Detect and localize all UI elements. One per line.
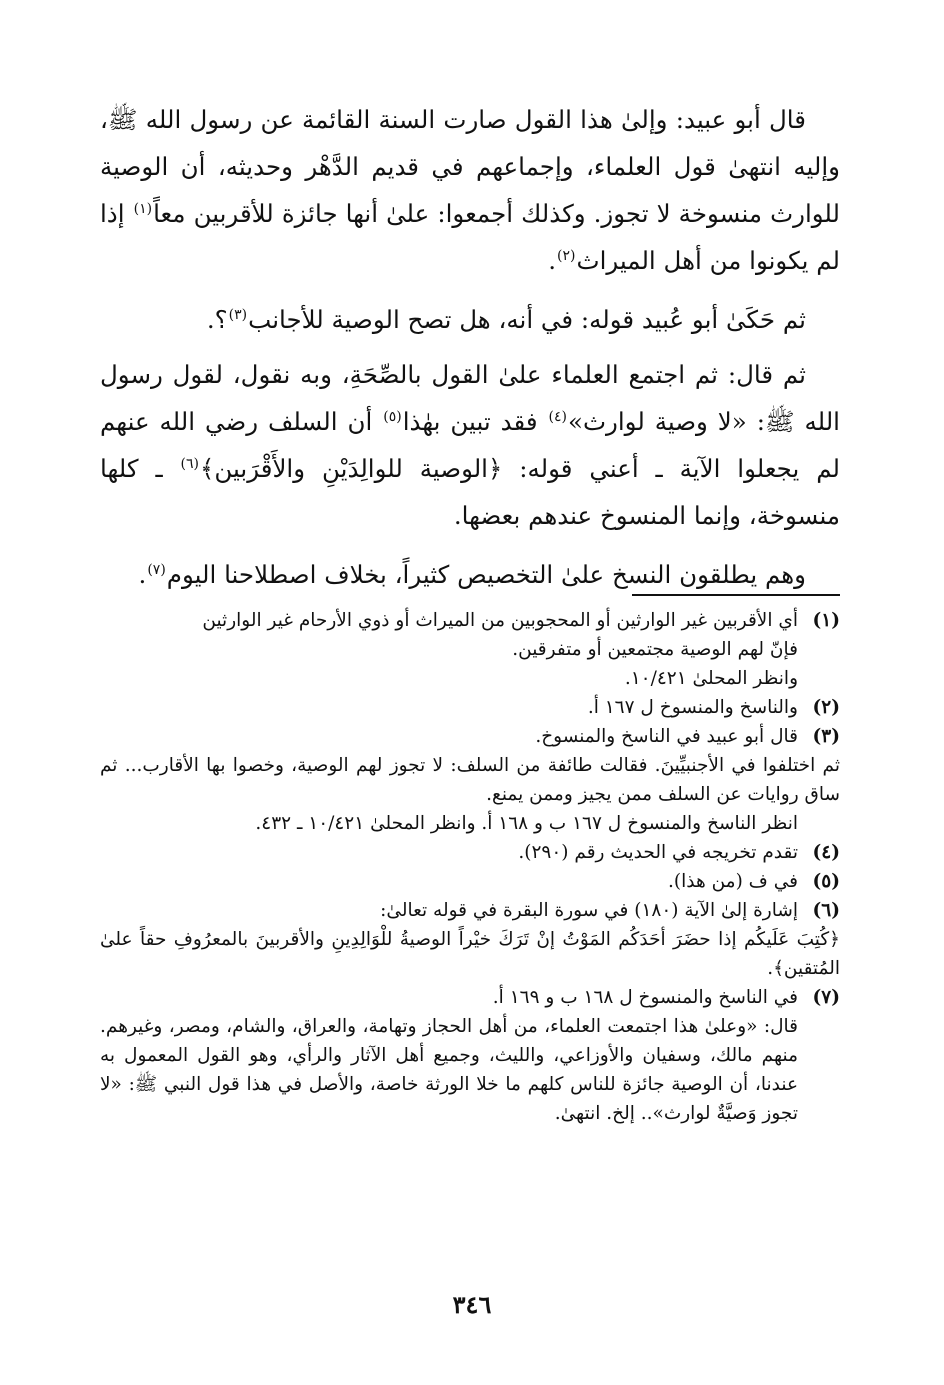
footnotes (100, 606, 840, 1128)
footnote-number: (٥) (812, 871, 840, 892)
paragraph-text: ـ كلها منسوخة، وإنما المنسوخ عندهم بعضها. (100, 454, 840, 530)
paragraph-text: أن السلف رضي الله عنهم لم يجعلوا الآية ـ أعني قوله: ﴿الوصية للوالِدَيْنِ والأَقْرَبين﴾ (100, 407, 840, 483)
paragraph-4 (100, 551, 840, 598)
footnote-3 (100, 722, 840, 838)
footnote-body (100, 867, 798, 896)
footnote-ref-4[interactable]: (٤) (548, 408, 567, 425)
footnote-body (100, 722, 840, 838)
footnote-number: (٤) (812, 842, 840, 863)
footnote-body (100, 606, 798, 693)
footnote-ref-7[interactable]: (٧) (147, 561, 166, 578)
footnote-number: (٦) (812, 900, 840, 921)
footnote-ref-2[interactable]: (٢) (557, 247, 576, 264)
footnote-1 (100, 606, 840, 693)
paragraph-2 (100, 296, 840, 343)
footnote-ref-6[interactable]: (٦) (180, 455, 200, 472)
footnote-number: (٢) (812, 697, 840, 718)
footnote-7 (100, 983, 840, 1128)
paragraph-text: إذا لم يكونوا من أهل الميراث (100, 199, 840, 275)
footnote-5 (100, 867, 840, 896)
footnote-line: ﴿كُتِبَ عَلَيكُم إذا حضَرَ أحَدَكُم المَوْتُ إنْ تَرَكَ خيْراً الوصيةُ للْوَالِدِينِ والأقربينَ بالمعرُوفِ حقاً علىٰ المُتقين﴾. (100, 929, 840, 979)
footnote-line: أي الأقربين غير الوارثين أو المحجوبين من الميراث أو ذوي الأرحام غير الوارثين (202, 610, 798, 631)
footnote-body (100, 838, 798, 867)
footnote-number: (١) (812, 610, 840, 631)
main-text (100, 96, 840, 610)
footnote-6 (100, 896, 840, 983)
footnote-line: ثم اختلفوا في الأجنبيِّينَ. فقالت طائفة من السلف: لا تجوز لهم الوصية، وخصوا بها الأقارب... ثم ساق روايات عن السلف ممن يجيز وممن يمنع. (100, 755, 840, 805)
footnote-body (100, 896, 840, 983)
footnote-line: والناسخ والمنسوخ ل ١٦٧ أ. (587, 697, 798, 718)
footnote-line: قال أبو عبيد في الناسخ والمنسوخ. (535, 726, 798, 747)
paragraph-3 (100, 351, 840, 539)
footnote-line: قال: «وعلىٰ هذا اجتمعت العلماء، من أهل الحجاز وتهامة، والعراق، والشام، ومصر، وغيرهم. منهم مالك، وسفيان والأوزاعي، والليث، وجميع أهل الآثار والرأي، وهو القول المعمول به عندنا، أن الوصية جائزة للناس كلهم ما خلا الورثة خاصة، والأصل في هذا قول النبي ﷺ: «لا تجوز وَصيَّةٌ لوارث».. إلخ. انتهىٰ. (100, 1016, 798, 1124)
paragraph-text: فقد تبين بهٰذا (402, 407, 548, 436)
footnote-ref-5[interactable]: (٥) (383, 408, 402, 425)
paragraph-1 (100, 96, 840, 284)
footnote-line: في الناسخ والمنسوخ ل ١٦٨ ب و ١٦٩ أ. (492, 987, 798, 1008)
footnote-line: وانظر المحلىٰ ١٠/٤٢١. (624, 668, 798, 689)
footnote-line: فإنّ لهم الوصية مجتمعين أو متفرقين. (512, 639, 798, 660)
footnote-body (100, 693, 798, 722)
footnote-number: (٧) (812, 987, 840, 1008)
paragraph-text: ثم قال: ثم اجتمع العلماء علىٰ القول بالصِّحَةِ، وبه نقول، لقول رسول الله ﷺ: «لا وصية لوارث» (100, 360, 840, 436)
page-number: ٣٤٦ (452, 1290, 492, 1319)
paragraph-text: ؟. (206, 305, 228, 334)
footnote-line: إشارة إلىٰ الآية (١٨٠) في سورة البقرة في قوله تعالىٰ: (380, 900, 798, 921)
paragraph-text: . (548, 246, 557, 275)
footnote-4 (100, 838, 840, 867)
footnote-separator (632, 594, 840, 596)
footnote-line: في ف (من هذا). (668, 871, 798, 892)
paragraph-text: وهم يطلقون النسخ علىٰ التخصيص كثيراً، بخلاف اصطلاحنا اليوم (166, 560, 806, 589)
paragraph-text: . (138, 560, 147, 589)
footnote-line: تقدم تخريجه في الحديث رقم (٢٩٠). (518, 842, 798, 863)
footnote-body (100, 983, 798, 1128)
paragraph-text: قال أبو عبيد: وإلىٰ هذا القول صارت السنة القائمة عن رسول الله ﷺ، وإليه انتهىٰ قول العلماء، وإجماعهم في قديم الدَّهْر وحديثه، أن الوصية للوارث منسوخة لا تجوز. وكذلك أجمعوا: علىٰ أنها جائزة للأقربين معاً (100, 105, 841, 228)
footnote-2 (100, 693, 840, 722)
paragraph-text: ثم حَكَىٰ أبو عُبيد قوله: في أنه، هل تصح الوصية للأجانب (248, 305, 806, 334)
footnote-ref-1[interactable]: (١) (133, 200, 153, 217)
footnote-ref-3[interactable]: (٣) (228, 306, 248, 323)
footnote-number: (٣) (812, 726, 840, 747)
footnote-line: انظر الناسخ والمنسوخ ل ١٦٧ ب و ١٦٨ أ. وانظر المحلىٰ ١٠/٤٢١ ـ ٤٣٢. (255, 813, 798, 834)
